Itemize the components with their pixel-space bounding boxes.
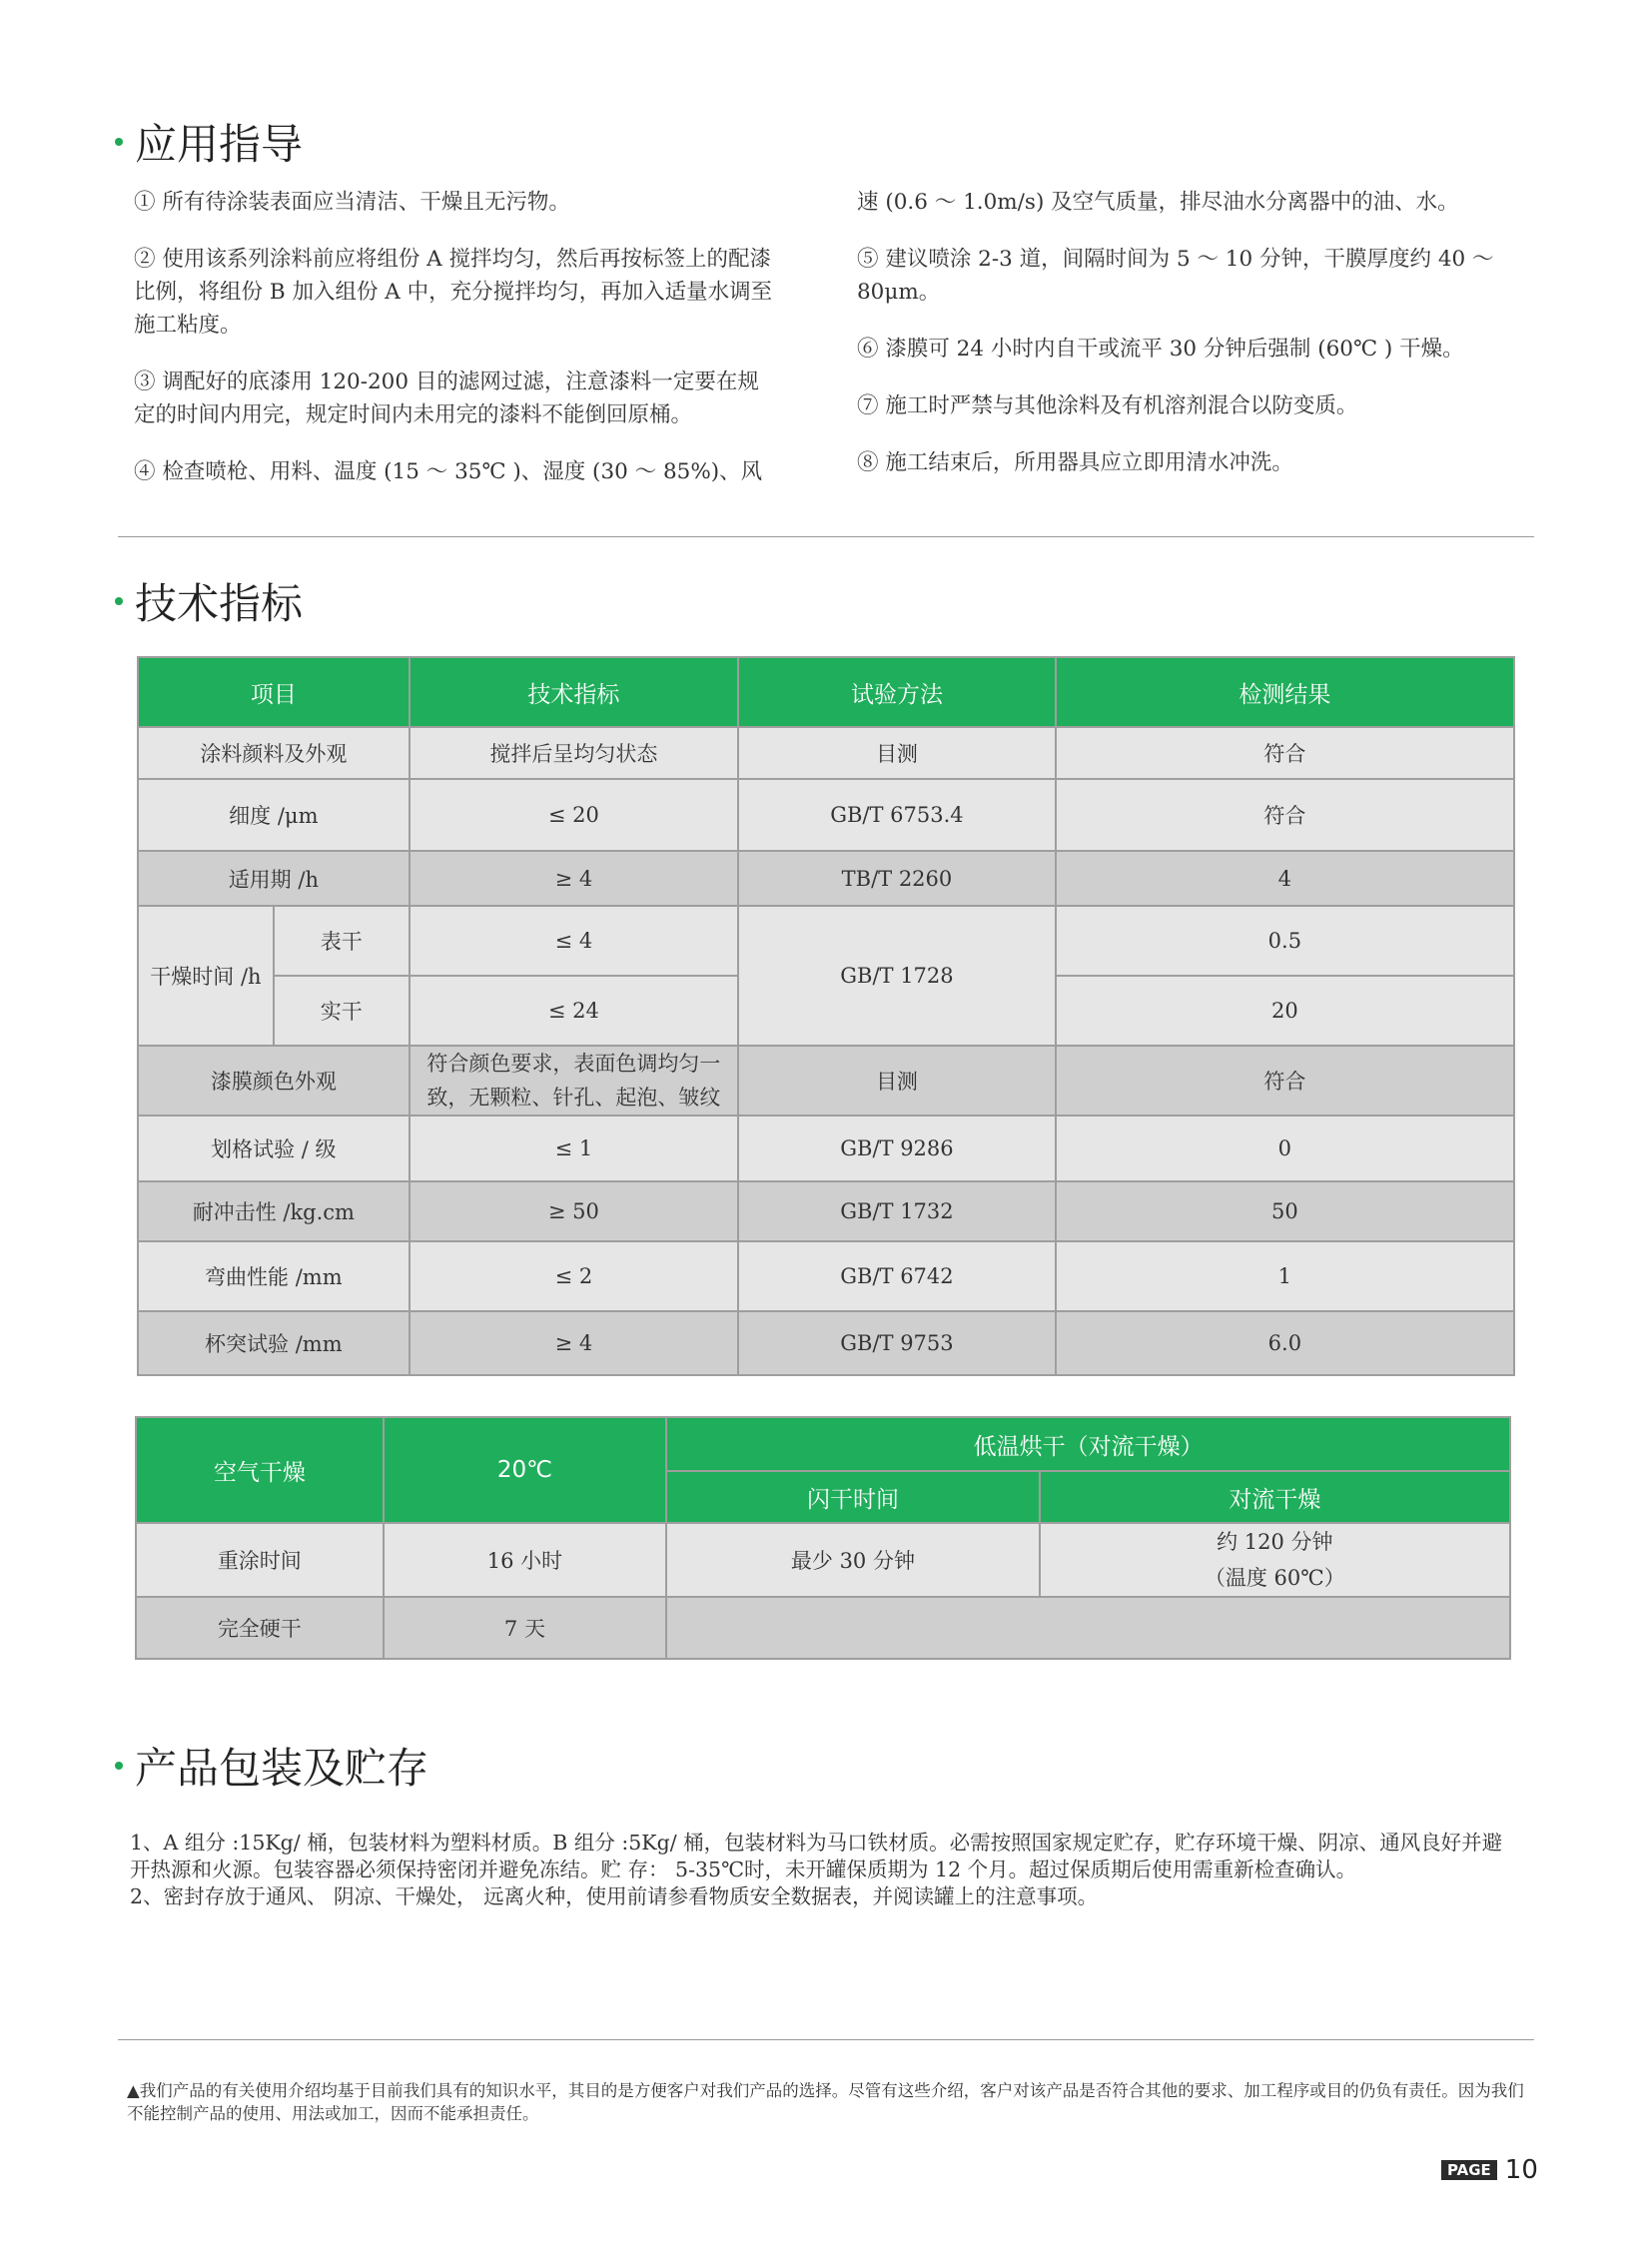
table-row: 完全硬干 7 天 bbox=[136, 1597, 1510, 1659]
application-item: ⑦ 施工时严禁与其他涂料及有机溶剂混合以防变质。 bbox=[857, 393, 1358, 418]
page-tag: PAGE bbox=[1441, 2160, 1497, 2180]
table-row: 漆膜颜色外观 符合颜色要求，表面色调均匀一致，无颗粒、针孔、起泡、皱纹 目测 符合 bbox=[138, 1046, 1514, 1116]
table-row: 适用期 /h ≥ 4 TB/T 2260 4 bbox=[138, 851, 1514, 906]
application-item: 速 (0.6 ～ 1.0m/s) 及空气质量，排尽油水分离器中的油、水。 bbox=[857, 190, 1459, 215]
header-method: 试验方法 bbox=[738, 657, 1056, 727]
table-row: 弯曲性能 /mm ≤ 2 GB/T 6742 1 bbox=[138, 1241, 1514, 1311]
bullet-icon bbox=[115, 138, 123, 146]
header-spec: 技术指标 bbox=[410, 657, 739, 727]
drying-header-row: 空气干燥 20℃ 低温烘干（对流干燥） bbox=[136, 1417, 1510, 1471]
bullet-icon bbox=[115, 1762, 123, 1770]
table-row: 细度 /μm ≤ 20 GB/T 6753.4 符合 bbox=[138, 779, 1514, 851]
page-number bbox=[1441, 2155, 1538, 2185]
package-heading: 产品包装及贮存 bbox=[115, 1736, 428, 1796]
divider bbox=[118, 2039, 1534, 2040]
application-heading: 应用指导 bbox=[115, 112, 303, 172]
table-row: 实干 ≤ 24 20 bbox=[138, 976, 1514, 1046]
divider bbox=[118, 536, 1534, 537]
application-item: ② 使用该系列涂料前应将组份 A 搅拌均匀，然后再按标签上的配漆比例，将组份 B 加入组份 A 中，充分搅拌均匀，再加入适量水调至施工粘度。 bbox=[134, 247, 773, 338]
bullet-icon bbox=[115, 597, 123, 605]
application-item: ⑥ 漆膜可 24 小时内自干或流平 30 分钟后强制 (60℃ ) 干燥。 bbox=[857, 337, 1464, 362]
header-result: 检测结果 bbox=[1056, 657, 1514, 727]
table-row: 耐冲击性 /kg.cm ≥ 50 GB/T 1732 50 bbox=[138, 1181, 1514, 1241]
application-right-column bbox=[857, 186, 1576, 503]
page-num: 10 bbox=[1504, 2155, 1538, 2185]
drying-table bbox=[135, 1416, 1511, 1660]
application-item: ③ 调配好的底漆用 120-200 目的滤网过滤，注意漆料一定要在规定的时间内用完，规定时间内未用完的漆料不能倒回原桶。 bbox=[134, 370, 759, 427]
application-left-column bbox=[134, 186, 773, 512]
table-row: 划格试验 / 级 ≤ 1 GB/T 9286 0 bbox=[138, 1116, 1514, 1181]
table-row: 涂料颜料及外观 搅拌后呈均匀状态 目测 符合 bbox=[138, 727, 1514, 779]
tech-table bbox=[137, 656, 1515, 1376]
table-row: 杯突试验 /mm ≥ 4 GB/T 9753 6.0 bbox=[138, 1311, 1514, 1375]
drying-subheader-row: 闪干时间 对流干燥 bbox=[136, 1471, 1510, 1523]
application-item: ① 所有待涂装表面应当清洁、干燥且无污物。 bbox=[134, 190, 570, 215]
table-row: 干燥时间 /h 表干 ≤ 4 GB/T 1728 0.5 bbox=[138, 906, 1514, 976]
header-item: 项目 bbox=[138, 657, 410, 727]
tech-heading: 技术指标 bbox=[115, 571, 303, 631]
application-item: ⑤ 建议喷涂 2-3 道，间隔时间为 5 ～ 10 分钟，干膜厚度约 40 ～ 80μm。 bbox=[857, 247, 1494, 305]
disclaimer: ▲我们产品的有关使用介绍均基于目前我们具有的知识水平，其目的是方便客户对我们产品的选择。尽管有这些介绍，客户对该产品是否符合其他的要求、加工程序或目的仍负有责任。因为我们不能控制产品的使用、用法或加工，因而不能承担责任。 bbox=[127, 2081, 1524, 2123]
application-item: ④ 检查喷枪、用料、温度 (15 ～ 35℃ )、湿度 (30 ～ 85%)、风 bbox=[134, 459, 763, 484]
table-row: 重涂时间 16 小时 最少 30 分钟 约 120 分钟 （温度 60℃） bbox=[136, 1523, 1510, 1597]
application-item: ⑧ 施工结束后，所用器具应立即用清水冲洗。 bbox=[857, 450, 1293, 475]
package-text: 1、A 组分 :15Kg/ 桶，包装材料为塑料材质。B 组分 :5Kg/ 桶，包装材料为马口铁材质。必需按照国家规定贮存，贮存环境干燥、阴凉、通风良好并避开热源和火源。包装容器必须保持密闭并避免冻结。贮 存： 5-35℃时，未开罐保质期为 12 个月。超过保质期后使用需重新检查确认。 2、密封存放于通风、 阴凉、干燥处， 远离火种，使用前请参看物质安全数据表，并阅读罐上的注意事项。 bbox=[130, 1831, 1503, 1908]
tech-header-row bbox=[138, 657, 1514, 727]
